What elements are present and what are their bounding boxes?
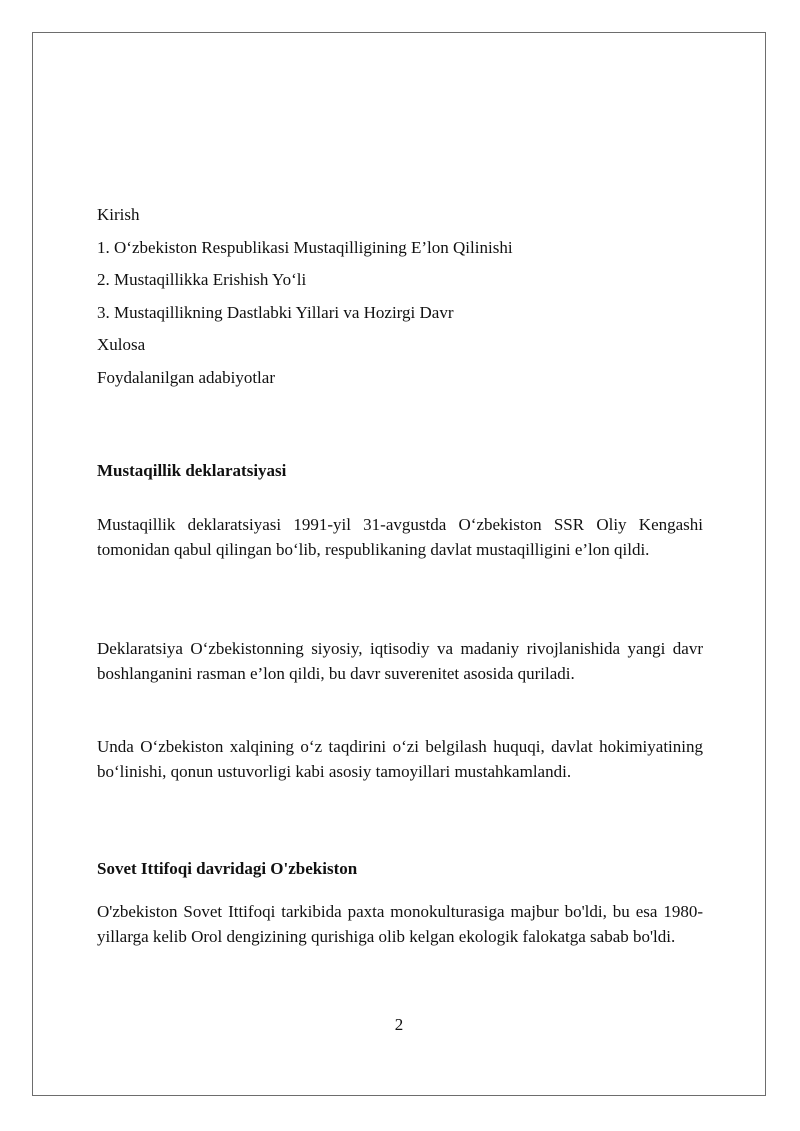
paragraph-declaration-2: Deklaratsiya O‘zbekistonning siyosiy, iqtisodiy va madaniy rivojlanishida yangi davr boshlanganini rasman e’lon qildi, bu davr suverenitet asosida quriladi. xyxy=(97,639,703,683)
section-heading-declaration: Mustaqillik deklaratsiyasi xyxy=(97,461,287,480)
paragraph-declaration-1: Mustaqillik deklaratsiyasi 1991-yil 31-avgustda O‘zbekiston SSR Oliy Kengashi tomonidan qabul qilingan bo‘lib, respublikaning davlat mustaqilligini e’lon qildi. xyxy=(97,515,703,559)
paragraph-declaration-3: Unda O‘zbekiston xalqining o‘z taqdirini o‘zi belgilash huquqi, davlat hokimiyatining bo‘linishi, qonun ustuvorligi kabi asosiy tamoyillari mustahkamlandi. xyxy=(97,737,703,781)
paragraph-soviet-1: O'zbekiston Sovet Ittifoqi tarkibida paxta monokulturasiga majbur bo'ldi, bu esa 1980-yillarga kelib Orol dengizining qurishiga olib kelgan ekologik falokatga sabab bo'ldi. xyxy=(97,902,703,946)
document-page xyxy=(32,32,766,1096)
toc-item-3: 3. Mustaqillikning Dastlabki Yillari va Hozirgi Davr xyxy=(97,302,454,322)
page-number: 2 xyxy=(394,1015,404,1034)
section-heading-soviet: Sovet Ittifoqi davridagi O'zbekiston xyxy=(97,859,358,878)
toc-item-1: 1. O‘zbekiston Respublikasi Mustaqilligining E’lon Qilinishi xyxy=(97,237,513,257)
toc-item-intro: Kirish xyxy=(97,205,140,224)
toc-item-references: Foydalanilgan adabiyotlar xyxy=(97,367,275,387)
toc-item-2: 2. Mustaqillikka Erishish Yo‘li xyxy=(97,270,307,289)
table-of-contents xyxy=(97,199,513,394)
toc-item-conclusion: Xulosa xyxy=(97,335,146,354)
